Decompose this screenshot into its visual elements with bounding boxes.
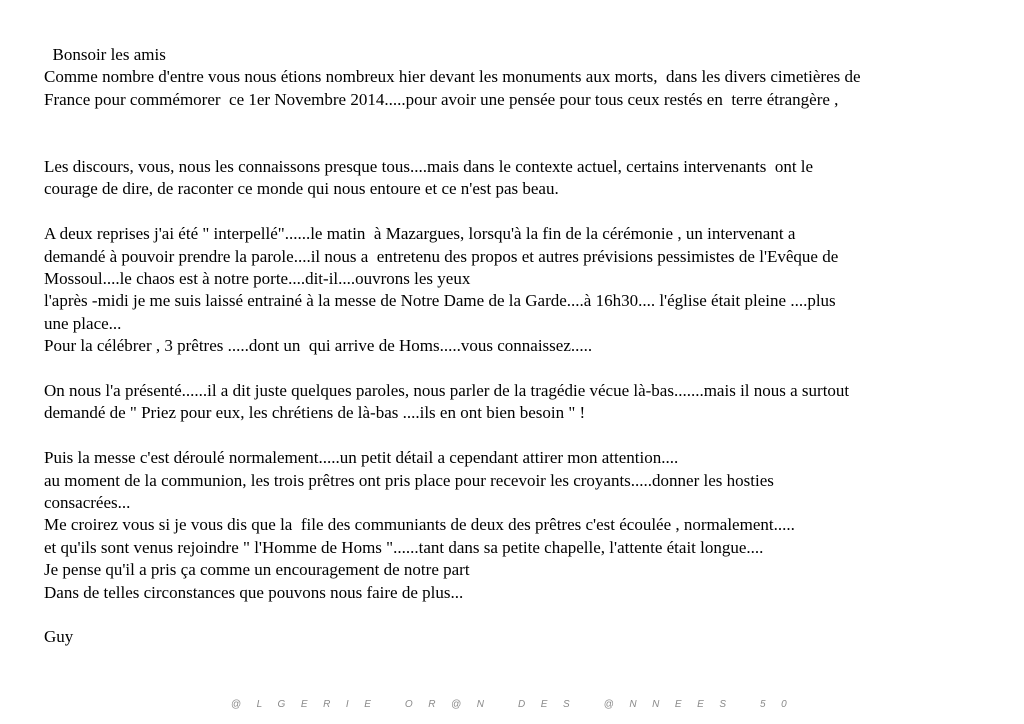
blank-line — [44, 134, 1004, 156]
text-line: demandé de " Priez pour eux, les chrétiens de là-bas ....ils en ont bien besoin " ! — [44, 403, 586, 423]
text-line: et qu'ils sont venus rejoindre " l'Homme de Homs "......tant dans sa petite chapelle, l'attente était longue.... — [44, 537, 764, 557]
paragraph-communion — [44, 447, 1004, 604]
text-line: consacrées... — [44, 493, 131, 513]
paragraph-speeches — [44, 156, 1004, 201]
text-line: Dans de telles circonstances que pouvons nous faire de plus... — [44, 582, 464, 602]
paragraph-commemoration — [44, 66, 1004, 111]
text-line: A deux reprises j'ai été " interpellé"......le matin à Mazargues, lorsqu'à la fin de la cérémonie , un intervenant a — [44, 224, 796, 244]
blank-line — [44, 358, 1004, 380]
blank-line — [44, 425, 1004, 447]
text-line: Mossoul....le chaos est à notre porte....dit-il....ouvrons les yeux — [44, 269, 471, 289]
text-line: Me croirez vous si je vous dis que la file des communiants de deux des prêtres c'est écoulée , normalement..... — [44, 515, 795, 535]
text-line: Puis la messe c'est déroulé normalement.....un petit détail a cependant attirer mon attention.... — [44, 448, 679, 468]
text-line: France pour commémorer ce 1er Novembre 2014.....pour avoir une pensée pour tous ceux restés en terre étrangère , — [44, 89, 839, 109]
text-line: Je pense qu'il a pris ça comme un encouragement de notre part — [44, 560, 470, 580]
paragraph-priest — [44, 380, 1004, 425]
footer-watermark: @ L G E R I E O R @ N D E S @ N N E E S 5 0 — [230, 699, 794, 710]
blank-line — [44, 604, 1004, 626]
letter-body — [44, 44, 1004, 649]
text-line: demandé à pouvoir prendre la parole....il nous a entretenu des propos et autres prévisions pessimistes de l'Evêque de — [44, 246, 839, 266]
greeting: Bonsoir les amis — [44, 45, 166, 64]
blank-line — [44, 201, 1004, 223]
text-line: On nous l'a présenté......il a dit juste quelques paroles, nous parler de la tragédie vécue là-bas.......mais il nous a surtout — [44, 381, 850, 401]
text-line: Pour la célébrer , 3 prêtres .....dont un qui arrive de Homs.....vous connaissez..... — [44, 336, 593, 356]
text-line: Les discours, vous, nous les connaissons presque tous....mais dans le contexte actuel, certains intervenants ont le — [44, 157, 814, 176]
text-line: une place... — [44, 313, 122, 333]
blank-line — [44, 111, 1004, 133]
text-line: au moment de la communion, les trois prêtres ont pris place pour recevoir les croyants.....donner les hosties — [44, 470, 774, 490]
signature: Guy — [44, 627, 74, 647]
text-line: l'après -midi je me suis laissé entrainé à la messe de Notre Dame de la Garde....à 16h30.... l'église était pleine ....plus — [44, 291, 836, 311]
text-line: Comme nombre d'entre vous nous étions nombreux hier devant les monuments aux morts, dans les divers cimetières de — [44, 67, 861, 87]
paragraph-mazargues — [44, 223, 1004, 357]
text-line: courage de dire, de raconter ce monde qui nous entoure et ce n'est pas beau. — [44, 179, 559, 199]
